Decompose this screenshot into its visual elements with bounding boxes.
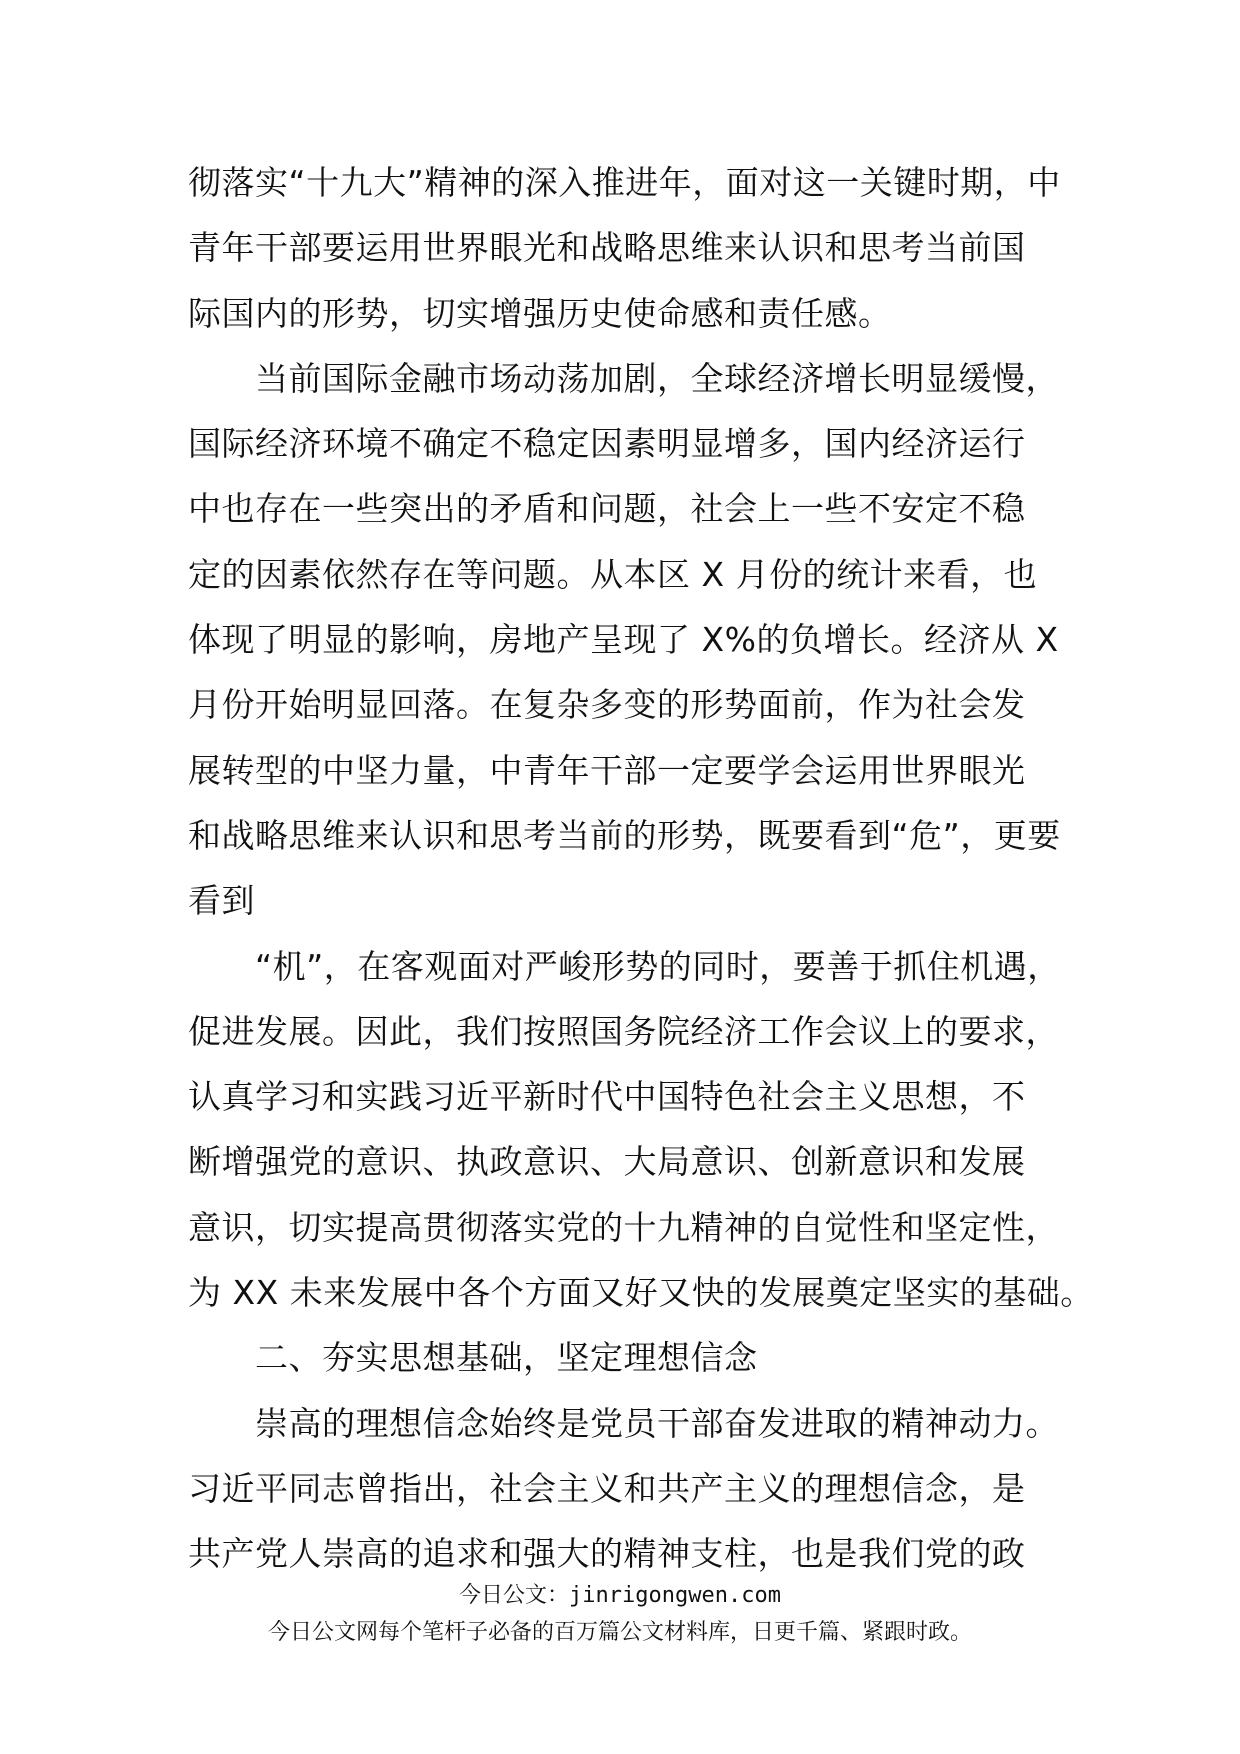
paragraph-first-line: 当前国际金融市场动荡加剧，全球经济增长明显缓慢，	[255, 358, 1059, 398]
text-line: 为 XX 未来发展中各个方面又好又快的发展奠定坚实的基础。	[188, 1273, 1094, 1313]
footer-label: 今日公文：	[459, 1583, 570, 1608]
paragraph-first-line: 崇高的理想信念始终是党员干部奋发进取的精神动力。	[255, 1403, 1059, 1443]
text-line: 国际经济环境不确定不稳定因素明显增多，国内经济运行	[188, 424, 1026, 464]
text-line: 彻落实“十九大”精神的深入推进年，面对这一关键时期，中	[188, 163, 1061, 202]
footer-url: jinrigongwen.com	[569, 1583, 781, 1608]
text-line: 习近平同志曾指出，社会主义和共产主义的理想信念，是	[188, 1468, 1026, 1508]
section-heading: 二、夯实思想基础，坚定理想信念	[255, 1338, 758, 1378]
text-line: 际国内的形势，切实增强历史使命感和责任感。	[188, 293, 892, 333]
text-line: 展转型的中坚力量，中青年干部一定要学会运用世界眼光	[188, 750, 1026, 790]
footer-source	[0, 1580, 1240, 1612]
text-line: 中也存在一些突出的矛盾和问题，社会上一些不安定不稳	[188, 489, 1026, 529]
text-line: 促进发展。因此，我们按照国务院经济工作会议上的要求，	[188, 1011, 1059, 1051]
text-line: 断增强党的意识、执政意识、大局意识、创新意识和发展	[188, 1142, 1026, 1182]
text-line: 认真学习和实践习近平新时代中国特色社会主义思想，不	[188, 1077, 1026, 1117]
paragraph-first-line: “机”，在客观面对严峻形势的同时，要善于抓住机遇，	[255, 946, 1061, 986]
text-line: 体现了明显的影响，房地产呈现了 X%的负增长。经济从 X	[188, 620, 1059, 660]
text-line: 定的因素依然存在等问题。从本区 X 月份的统计来看，也	[188, 554, 1038, 594]
text-line: 青年干部要运用世界眼光和战略思维来认识和思考当前国	[188, 228, 1026, 268]
footer-tagline: 今日公文网每个笔杆子必备的百万篇公文材料库，日更千篇、紧跟时政。	[267, 1620, 972, 1645]
text-line: 意识，切实提高贯彻落实党的十九精神的自觉性和坚定性，	[188, 1207, 1059, 1247]
text-line: 和战略思维来认识和思考当前的形势，既要看到“危”，更要	[188, 815, 1061, 855]
text-line: 看到	[188, 881, 255, 921]
text-line: 月份开始明显回落。在复杂多变的形势面前，作为社会发	[188, 685, 1026, 725]
text-line: 共产党人崇高的追求和强大的精神支柱，也是我们党的政	[188, 1534, 1026, 1574]
document-body	[188, 150, 1094, 1587]
